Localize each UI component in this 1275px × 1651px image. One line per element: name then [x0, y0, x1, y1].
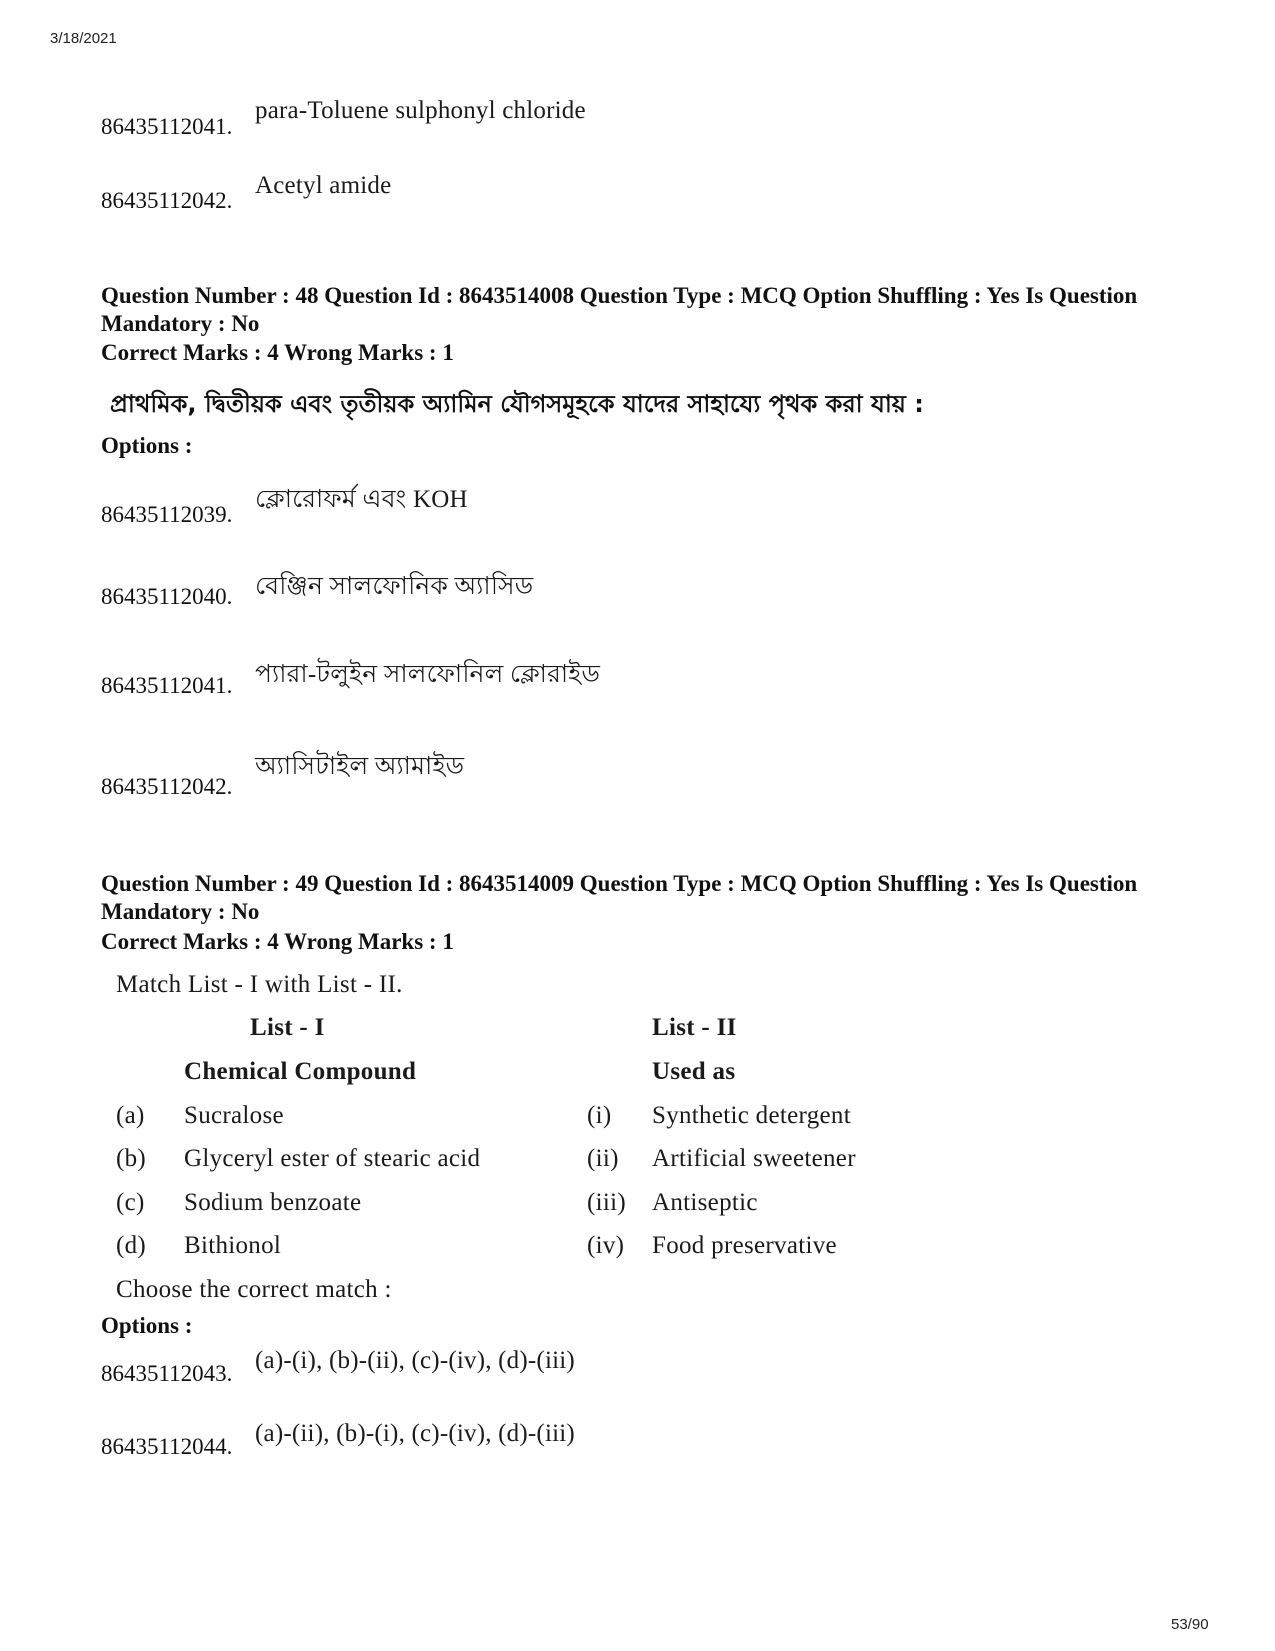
options-label: Options : [101, 433, 193, 458]
usage: Antiseptic [652, 1189, 758, 1216]
option-text: প্যারা-টলুইন সালফোনিল ক্লোরাইড [255, 661, 601, 688]
row-label: (d) [116, 1232, 147, 1259]
option-id: 86435112041. [101, 114, 233, 139]
question-49-header: Question Number : 49 Question Id : 8643514009 Question Type : MCQ Option Shuffling : Yes Is Question Mandatory : No [101, 871, 1138, 924]
row-label: (b) [116, 1145, 147, 1172]
option-text: Acetyl amide [255, 172, 392, 199]
option-id: 86435112044. [101, 1434, 233, 1459]
row-numeral: (i) [587, 1102, 612, 1129]
option-id: 86435112041. [101, 673, 233, 698]
row-label: (a) [116, 1102, 145, 1129]
question-48-header: Question Number : 48 Question Id : 8643514008 Question Type : MCQ Option Shuffling : Yes Is Question Mandatory : No [101, 283, 1138, 336]
option-id: 86435112039. [101, 502, 233, 527]
list-2-title: List - II [652, 1014, 737, 1041]
option-text: বেঞ্জিন সালফোনিক অ্যাসিড [255, 573, 534, 600]
option-text: (a)-(ii), (b)-(i), (c)-(iv), (d)-(iii) [255, 1420, 575, 1447]
option-id: 86435112040. [101, 584, 233, 609]
list-2-subtitle: Used as [652, 1058, 736, 1085]
list-1-subtitle: Chemical Compound [184, 1058, 417, 1085]
choose-instruction: Choose the correct match : [116, 1276, 392, 1303]
list-1-title: List - I [250, 1014, 325, 1041]
compound: Sodium benzoate [184, 1189, 362, 1216]
usage: Artificial sweetener [652, 1145, 856, 1172]
option-text: ক্লোরোফর্ম এবং KOH [255, 486, 468, 513]
question-49-marks: Correct Marks : 4 Wrong Marks : 1 [101, 929, 454, 954]
question-48-text: প্রাথমিক, দ্বিতীয়ক এবং তৃতীয়ক অ্যামিন যৌগসমূহকে যাদের সাহায্যে পৃথক করা যায় : [110, 390, 924, 418]
option-text: অ্যাসিটাইল অ্যামাইড [255, 753, 465, 780]
row-numeral: (iv) [587, 1232, 625, 1259]
compound: Bithionol [184, 1232, 282, 1259]
row-label: (c) [116, 1189, 145, 1216]
page-number: 53/90 [1171, 1616, 1209, 1633]
row-numeral: (iii) [587, 1189, 626, 1216]
compound: Glyceryl ester of stearic acid [184, 1145, 481, 1172]
usage: Synthetic detergent [652, 1102, 851, 1129]
question-48-marks: Correct Marks : 4 Wrong Marks : 1 [101, 340, 454, 365]
usage: Food preservative [652, 1232, 837, 1259]
row-numeral: (ii) [587, 1145, 619, 1172]
question-49-intro: Match List - I with List - II. [116, 971, 403, 998]
option-id: 86435112042. [101, 188, 233, 213]
options-label: Options : [101, 1313, 193, 1338]
page-date: 3/18/2021 [50, 30, 117, 47]
compound: Sucralose [184, 1102, 284, 1129]
option-text: para-Toluene sulphonyl chloride [255, 97, 586, 124]
option-text: (a)-(i), (b)-(ii), (c)-(iv), (d)-(iii) [255, 1347, 575, 1374]
option-id: 86435112042. [101, 774, 233, 799]
option-id: 86435112043. [101, 1361, 233, 1386]
